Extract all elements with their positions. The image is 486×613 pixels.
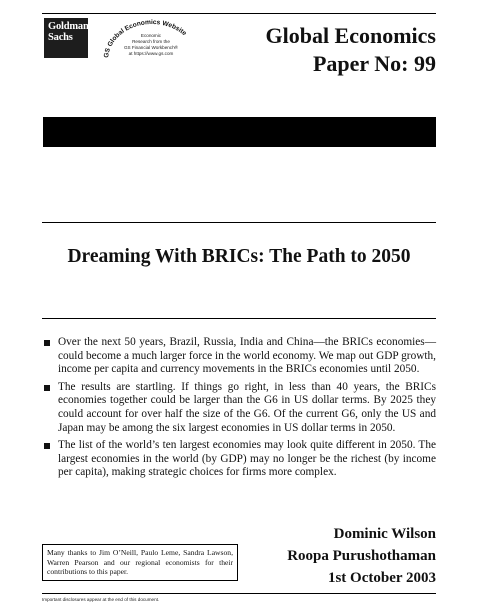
stamp-arc-text: GS Global Economics Website xyxy=(103,18,188,59)
gs-website-stamp xyxy=(100,16,200,68)
author-name: Roopa Purushothaman xyxy=(287,548,436,564)
series-name: Global Economics xyxy=(265,23,436,48)
key-points-list xyxy=(42,336,436,484)
title-rule-top xyxy=(42,222,436,223)
title-rule-bottom xyxy=(42,318,436,319)
goldman-sachs-logo xyxy=(44,18,88,58)
paper-number: Paper No: 99 xyxy=(312,51,436,76)
bottom-rule xyxy=(42,593,436,594)
disclosure-note: Important disclosures appear at the end of this document. xyxy=(42,597,160,602)
black-band xyxy=(43,117,436,147)
key-point xyxy=(42,336,436,377)
key-point xyxy=(42,381,436,435)
document-title: Dreaming With BRICs: The Path to 2050 xyxy=(67,246,411,267)
logo-line-1: Goldman xyxy=(48,21,89,32)
top-rule xyxy=(42,13,436,14)
key-point xyxy=(42,439,436,480)
key-point-text: The list of the world’s ten largest economies may look quite different in 2050. The largest economies in the world (by GDP) may no longer be the richest (by income per capita), making strategic choices for firms more complex. xyxy=(58,439,436,479)
publication-date: 1st October 2003 xyxy=(327,570,436,586)
logo-line-2: Sachs xyxy=(48,32,73,43)
key-point-text: The results are startling. If things go right, in less than 40 years, the BRICs economies together could be larger than the G6 in US dollar terms. By 2025 they could account for over half the size of the G6. Of the current G6, only the US and Japan may be among the six largest economies in US dollar terms in 2050. xyxy=(58,380,436,434)
stamp-line-3: GS Financial Workbench® xyxy=(123,45,179,50)
authors-block xyxy=(287,523,436,589)
key-point-text: Over the next 50 years, Brazil, Russia, India and China—the BRICs economies—could become a much larger force in the world economy. We map out GDP growth, income per capita and currency movements in the BRICs economies until 2050. xyxy=(58,336,436,376)
stamp-line-4: at https://www.gs.com xyxy=(128,51,174,56)
series-header xyxy=(265,22,436,78)
bullet-square-icon xyxy=(44,340,50,346)
bullet-square-icon xyxy=(44,443,50,449)
acknowledgements-box: Many thanks to Jim O’Neill, Paulo Leme, Sandra Lawson, Warren Pearson and our regional economists for their contributions to this paper. xyxy=(42,544,238,581)
author-name: Dominic Wilson xyxy=(333,526,436,542)
stamp-line-2: Research from the xyxy=(132,39,170,44)
bullet-square-icon xyxy=(44,385,50,391)
stamp-line-1: Economic xyxy=(140,33,162,38)
